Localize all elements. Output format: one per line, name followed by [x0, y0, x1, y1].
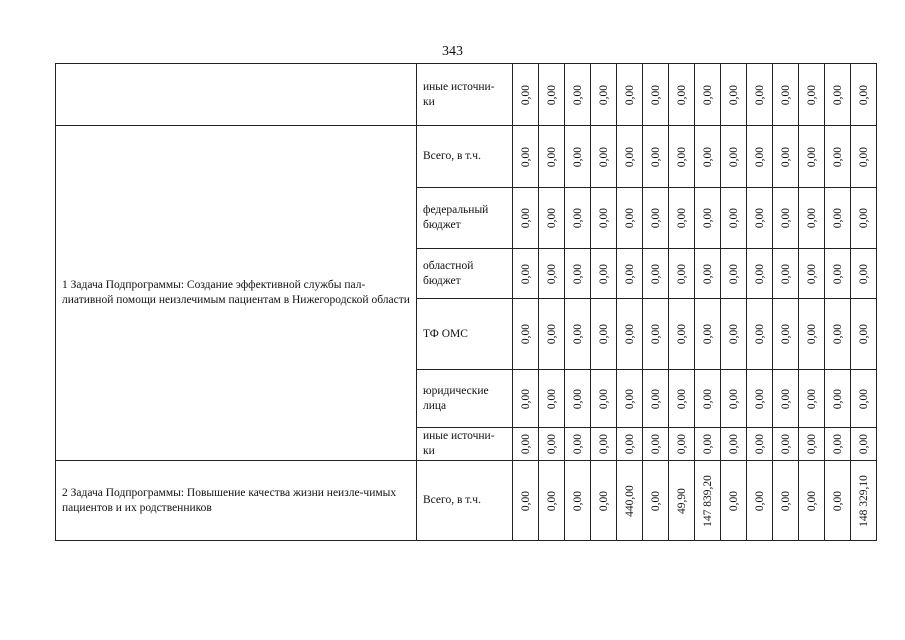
value-text: 0,00 — [675, 433, 688, 455]
value-cell — [669, 428, 695, 461]
value-cell — [851, 126, 877, 188]
value-text: 0,00 — [623, 323, 636, 345]
value-cell — [565, 299, 591, 370]
value-cell — [591, 461, 617, 541]
value-text: 0,00 — [701, 433, 714, 455]
value-text: 0,00 — [831, 207, 844, 229]
value-text: 0,00 — [831, 84, 844, 105]
value-cell — [669, 299, 695, 370]
value-cell — [617, 126, 643, 188]
value-text: 0,00 — [753, 323, 766, 345]
value-cell — [851, 249, 877, 299]
value-cell — [513, 428, 539, 461]
value-text: 0,00 — [779, 84, 792, 105]
value-text: 0,00 — [597, 323, 610, 345]
value-text: 0,00 — [831, 323, 844, 345]
value-cell — [721, 188, 747, 249]
value-cell — [799, 64, 825, 126]
value-text: 0,00 — [545, 146, 558, 167]
value-cell — [721, 64, 747, 126]
value-cell — [669, 126, 695, 188]
value-text: 0,00 — [675, 388, 688, 409]
value-cell — [747, 370, 773, 428]
value-text: 0,00 — [701, 207, 714, 229]
value-cell — [799, 299, 825, 370]
task-cell — [56, 64, 417, 126]
value-text: 0,00 — [805, 433, 818, 455]
value-cell — [643, 428, 669, 461]
value-cell — [721, 126, 747, 188]
value-text: 0,00 — [545, 84, 558, 105]
value-cell — [773, 370, 799, 428]
value-text: 0,00 — [597, 146, 610, 167]
value-text: 0,00 — [805, 490, 818, 511]
value-cell — [513, 188, 539, 249]
page-number: 343 — [442, 44, 463, 59]
value-cell — [851, 370, 877, 428]
value-cell — [617, 461, 643, 541]
value-text: 0,00 — [831, 490, 844, 511]
value-cell — [825, 428, 851, 461]
value-text: 148 329,10 — [857, 474, 870, 527]
value-text: 0,00 — [649, 146, 662, 167]
funding-source-cell: Всего, в т.ч. — [417, 126, 513, 188]
value-cell — [643, 126, 669, 188]
value-text: 0,00 — [805, 207, 818, 229]
value-cell — [565, 461, 591, 541]
value-text: 0,00 — [675, 263, 688, 284]
value-text: 49,90 — [675, 487, 688, 514]
value-text: 0,00 — [571, 388, 584, 409]
value-text: 0,00 — [649, 490, 662, 511]
value-cell — [643, 370, 669, 428]
value-cell — [539, 188, 565, 249]
value-cell — [799, 188, 825, 249]
value-text: 0,00 — [805, 84, 818, 105]
value-text: 0,00 — [571, 490, 584, 511]
value-cell — [747, 299, 773, 370]
value-text: 0,00 — [727, 433, 740, 455]
value-cell — [643, 188, 669, 249]
value-text: 0,00 — [779, 388, 792, 409]
value-cell — [617, 299, 643, 370]
value-cell — [539, 299, 565, 370]
value-text: 0,00 — [571, 323, 584, 345]
value-text: 0,00 — [805, 263, 818, 284]
funding-source-cell: областной бюджет — [417, 249, 513, 299]
value-cell — [591, 249, 617, 299]
value-cell — [747, 64, 773, 126]
value-text: 0,00 — [597, 84, 610, 105]
value-text: 0,00 — [649, 84, 662, 105]
value-text: 0,00 — [623, 146, 636, 167]
value-text: 0,00 — [649, 207, 662, 229]
value-cell — [799, 126, 825, 188]
value-cell — [695, 461, 721, 541]
value-text: 0,00 — [779, 146, 792, 167]
value-text: 0,00 — [831, 146, 844, 167]
value-text: 0,00 — [779, 323, 792, 345]
value-cell — [565, 126, 591, 188]
value-text: 0,00 — [623, 207, 636, 229]
value-cell — [747, 461, 773, 541]
value-cell — [539, 64, 565, 126]
value-cell — [513, 249, 539, 299]
value-text: 0,00 — [727, 388, 740, 409]
value-text: 0,00 — [623, 84, 636, 105]
table-row — [56, 126, 877, 188]
value-text: 0,00 — [831, 388, 844, 409]
value-text: 0,00 — [753, 433, 766, 455]
value-text: 0,00 — [857, 146, 870, 167]
value-text: 0,00 — [779, 433, 792, 455]
value-cell — [591, 370, 617, 428]
value-cell — [747, 126, 773, 188]
value-cell — [721, 249, 747, 299]
value-text: 0,00 — [727, 146, 740, 167]
value-text: 0,00 — [623, 263, 636, 284]
value-text: 0,00 — [571, 207, 584, 229]
value-cell — [851, 428, 877, 461]
value-text: 0,00 — [571, 84, 584, 105]
value-cell — [643, 64, 669, 126]
value-text: 0,00 — [701, 388, 714, 409]
funding-source-cell: ТФ ОМС — [417, 299, 513, 370]
value-cell — [851, 188, 877, 249]
value-cell — [539, 249, 565, 299]
value-text: 0,00 — [519, 207, 532, 229]
value-text: 0,00 — [519, 433, 532, 455]
value-text: 0,00 — [779, 263, 792, 284]
value-text: 0,00 — [545, 323, 558, 345]
value-text: 0,00 — [779, 490, 792, 511]
value-cell — [617, 428, 643, 461]
value-cell — [539, 370, 565, 428]
value-text: 0,00 — [805, 146, 818, 167]
value-text: 0,00 — [597, 433, 610, 455]
value-cell — [773, 299, 799, 370]
value-text: 0,00 — [857, 84, 870, 105]
value-text: 0,00 — [519, 84, 532, 105]
value-text: 0,00 — [675, 207, 688, 229]
value-cell — [513, 64, 539, 126]
value-cell — [565, 249, 591, 299]
value-text: 0,00 — [701, 146, 714, 167]
value-text: 0,00 — [753, 490, 766, 511]
value-cell — [825, 299, 851, 370]
value-cell — [669, 188, 695, 249]
value-cell — [721, 370, 747, 428]
value-cell — [851, 461, 877, 541]
value-cell — [799, 461, 825, 541]
value-cell — [643, 249, 669, 299]
value-text: 0,00 — [857, 207, 870, 229]
value-cell — [539, 126, 565, 188]
value-cell — [799, 249, 825, 299]
value-text: 0,00 — [623, 388, 636, 409]
value-cell — [669, 249, 695, 299]
value-text: 0,00 — [623, 433, 636, 455]
value-text: 0,00 — [857, 433, 870, 455]
value-cell — [565, 188, 591, 249]
table-row — [56, 461, 877, 541]
value-text: 0,00 — [753, 207, 766, 229]
task-cell: 2 Задача Подпрограммы: Повышение качества жизни неизле-чимых пациентов и их родственников — [56, 461, 417, 541]
value-text: 0,00 — [701, 84, 714, 105]
value-text: 0,00 — [727, 207, 740, 229]
value-text: 147 839,20 — [701, 474, 714, 527]
value-text: 0,00 — [545, 490, 558, 511]
value-cell — [851, 64, 877, 126]
value-text: 0,00 — [519, 146, 532, 167]
value-cell — [695, 249, 721, 299]
value-cell — [695, 126, 721, 188]
value-text: 0,00 — [805, 388, 818, 409]
value-cell — [747, 428, 773, 461]
value-text: 0,00 — [649, 433, 662, 455]
value-text: 0,00 — [727, 323, 740, 345]
value-text: 0,00 — [857, 263, 870, 284]
value-text: 0,00 — [571, 263, 584, 284]
value-cell — [591, 126, 617, 188]
value-text: 0,00 — [545, 207, 558, 229]
value-text: 0,00 — [545, 433, 558, 455]
value-cell — [773, 188, 799, 249]
value-cell — [825, 461, 851, 541]
value-text: 0,00 — [649, 388, 662, 409]
value-cell — [643, 461, 669, 541]
value-cell — [513, 461, 539, 541]
value-cell — [773, 461, 799, 541]
value-text: 0,00 — [675, 323, 688, 345]
value-cell — [617, 188, 643, 249]
value-cell — [747, 188, 773, 249]
value-cell — [539, 428, 565, 461]
value-text: 0,00 — [545, 388, 558, 409]
value-cell — [825, 370, 851, 428]
value-cell — [565, 64, 591, 126]
value-cell — [799, 370, 825, 428]
value-text: 0,00 — [649, 263, 662, 284]
value-cell — [773, 249, 799, 299]
value-text: 0,00 — [545, 263, 558, 284]
value-cell — [695, 188, 721, 249]
value-text: 0,00 — [597, 207, 610, 229]
value-text: 0,00 — [805, 323, 818, 345]
value-cell — [591, 64, 617, 126]
funding-source-cell: Всего, в т.ч. — [417, 461, 513, 541]
value-cell — [825, 249, 851, 299]
value-cell — [825, 64, 851, 126]
value-cell — [799, 428, 825, 461]
value-cell — [851, 299, 877, 370]
value-cell — [773, 126, 799, 188]
value-text: 0,00 — [597, 490, 610, 511]
value-cell — [695, 370, 721, 428]
value-cell — [513, 126, 539, 188]
value-text: 440,00 — [623, 484, 636, 517]
value-text: 0,00 — [649, 323, 662, 345]
value-text: 0,00 — [727, 263, 740, 284]
value-text: 0,00 — [831, 263, 844, 284]
value-text: 0,00 — [701, 263, 714, 284]
value-cell — [825, 188, 851, 249]
value-cell — [669, 461, 695, 541]
value-cell — [825, 126, 851, 188]
value-text: 0,00 — [519, 323, 532, 345]
value-cell — [617, 370, 643, 428]
value-cell — [513, 299, 539, 370]
value-text: 0,00 — [519, 263, 532, 284]
value-cell — [695, 64, 721, 126]
value-text: 0,00 — [753, 388, 766, 409]
value-cell — [669, 64, 695, 126]
value-cell — [617, 249, 643, 299]
value-text: 0,00 — [857, 323, 870, 345]
value-text: 0,00 — [519, 490, 532, 511]
value-cell — [721, 461, 747, 541]
value-text: 0,00 — [571, 433, 584, 455]
funding-source-cell: юридические лица — [417, 370, 513, 428]
value-cell — [773, 64, 799, 126]
value-cell — [591, 188, 617, 249]
value-text: 0,00 — [701, 323, 714, 345]
value-cell — [591, 299, 617, 370]
value-cell — [565, 428, 591, 461]
value-text: 0,00 — [519, 388, 532, 409]
value-cell — [643, 299, 669, 370]
value-cell — [539, 461, 565, 541]
value-text: 0,00 — [597, 388, 610, 409]
value-cell — [617, 64, 643, 126]
value-cell — [773, 428, 799, 461]
value-text: 0,00 — [779, 207, 792, 229]
value-cell — [695, 428, 721, 461]
value-cell — [591, 428, 617, 461]
funding-source-cell: федеральный бюджет — [417, 188, 513, 249]
task-cell: 1 Задача Подпрограммы: Создание эффективной службы пал-лиативной помощи неизлечимым пациентам в Нижегородской области — [56, 126, 417, 461]
value-cell — [747, 249, 773, 299]
value-text: 0,00 — [675, 84, 688, 105]
value-text: 0,00 — [727, 84, 740, 105]
table-row — [56, 64, 877, 126]
funding-source-cell: иные источни-ки — [417, 64, 513, 126]
funding-source-cell: иные источни-ки — [417, 428, 513, 461]
value-text: 0,00 — [753, 146, 766, 167]
value-text: 0,00 — [727, 490, 740, 511]
value-cell — [513, 370, 539, 428]
value-text: 0,00 — [753, 84, 766, 105]
value-text: 0,00 — [675, 146, 688, 167]
value-text: 0,00 — [571, 146, 584, 167]
value-cell — [565, 370, 591, 428]
value-text: 0,00 — [831, 433, 844, 455]
budget-table — [55, 63, 877, 541]
value-cell — [669, 370, 695, 428]
value-text: 0,00 — [857, 388, 870, 409]
value-cell — [721, 299, 747, 370]
value-cell — [721, 428, 747, 461]
value-text: 0,00 — [597, 263, 610, 284]
value-cell — [695, 299, 721, 370]
value-text: 0,00 — [753, 263, 766, 284]
